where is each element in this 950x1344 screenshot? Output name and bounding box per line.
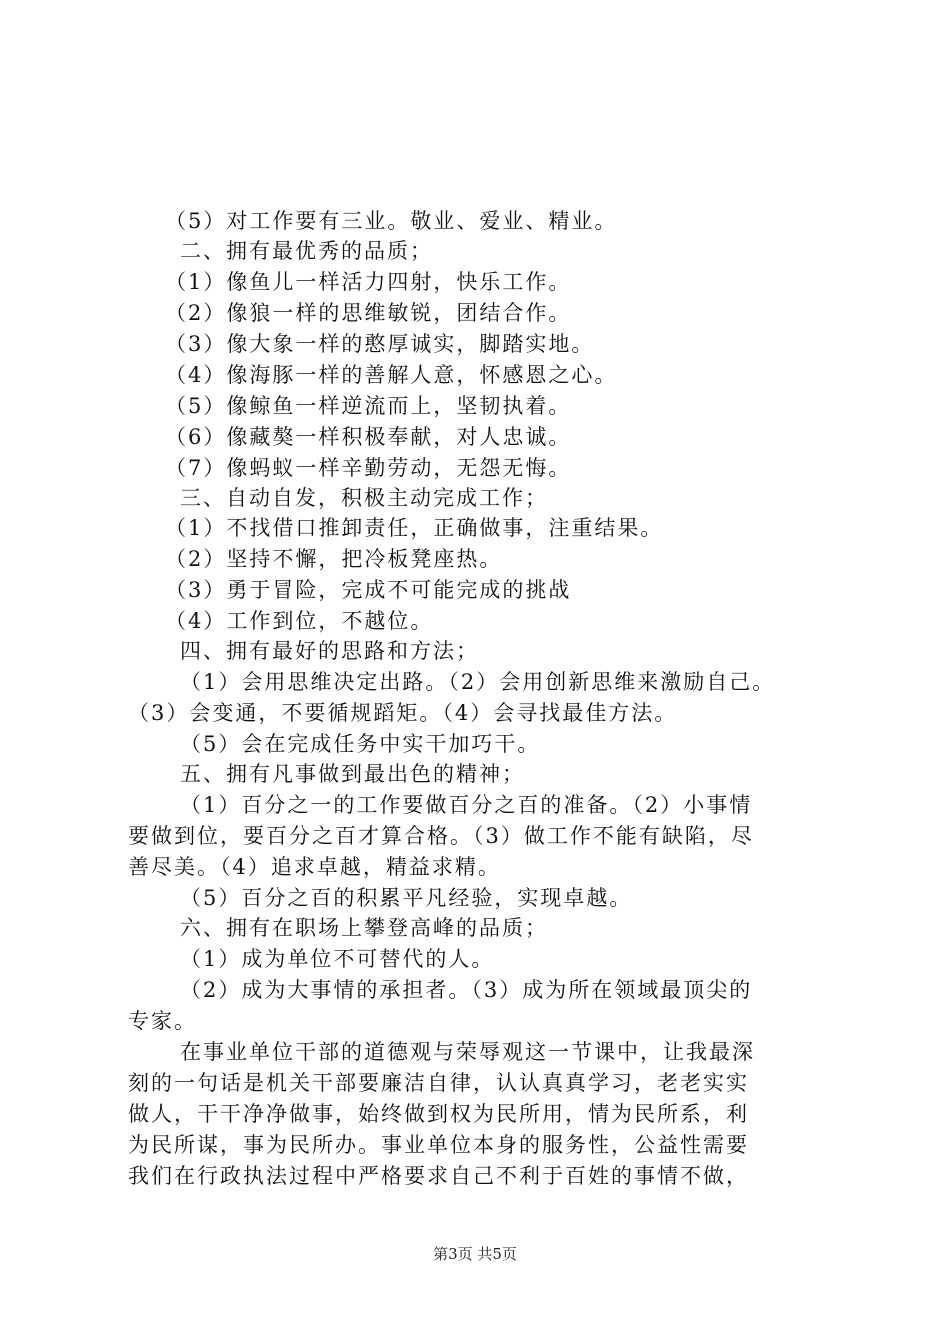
text-line: 善尽美。（4）追求卓越，精益求精。 bbox=[128, 855, 501, 879]
text-line: （1）不找借口推卸责任，正确做事，注重结果。 bbox=[165, 516, 664, 540]
text-line: （5）像鲸鱼一样逆流而上，坚韧执着。 bbox=[165, 394, 572, 418]
paragraph-line: 刻的一句话是机关干部要廉洁自律，认认真真学习，老老实实 bbox=[128, 1071, 749, 1095]
text-line: （5）对工作要有三业。敬业、爱业、精业。 bbox=[165, 209, 618, 233]
section-heading: 二、拥有最优秀的品质； bbox=[180, 239, 433, 263]
page-footer: 第3页 共5页 bbox=[433, 1245, 517, 1263]
section-heading: 六、拥有在职场上攀登高峰的品质； bbox=[180, 916, 548, 940]
text-line: （4）工作到位，不越位。 bbox=[165, 609, 434, 633]
text-line: （3）会变通，不要循规蹈矩。（4）会寻找最佳方法。 bbox=[128, 701, 678, 725]
text-line: （2）成为大事情的承担者。（3）成为所在领域最顶尖的 bbox=[180, 978, 753, 1002]
text-line: （7）像蚂蚁一样辛勤劳动，无怨无悔。 bbox=[165, 456, 572, 480]
text-line: （3）像大象一样的憨厚诚实，脚踏实地。 bbox=[165, 332, 595, 356]
section-heading: 四、拥有最好的思路和方法； bbox=[180, 639, 479, 663]
text-line: （1）百分之一的工作要做百分之百的准备。（2）小事情 bbox=[180, 793, 753, 817]
text-line: 专家。 bbox=[128, 1009, 197, 1033]
paragraph-line: 为民所谋，事为民所办。事业单位本身的服务性，公益性需要 bbox=[128, 1133, 749, 1157]
text-line: （2）像狼一样的思维敏锐，团结合作。 bbox=[165, 301, 572, 325]
text-line: （5）百分之百的积累平凡经验，实现卓越。 bbox=[180, 886, 633, 910]
text-line: 要做到位，要百分之百才算合格。（3）做工作不能有缺陷，尽 bbox=[128, 824, 754, 848]
text-line: （6）像藏獒一样积极奉献，对人忠诚。 bbox=[165, 425, 572, 449]
text-line: （3）勇于冒险，完成不可能完成的挑战 bbox=[165, 578, 572, 602]
text-line: （2）坚持不懈，把冷板凳座热。 bbox=[165, 547, 503, 571]
text-line: （1）像鱼儿一样活力四射，快乐工作。 bbox=[165, 270, 572, 294]
text-line: （1）成为单位不可替代的人。 bbox=[180, 947, 495, 971]
paragraph-line: 做人，干干净净做事，始终做到权为民所用，情为民所系，利 bbox=[128, 1102, 749, 1126]
text-line: （4）像海豚一样的善解人意，怀感恩之心。 bbox=[165, 363, 618, 387]
section-heading: 五、拥有凡事做到最出色的精神； bbox=[180, 762, 525, 786]
paragraph-line: 在事业单位干部的道德观与荣辱观这一节课中，让我最深 bbox=[180, 1040, 755, 1064]
text-line: （5）会在完成任务中实干加巧干。 bbox=[180, 732, 541, 756]
text-line: （1）会用思维决定出路。（2）会用创新思维来激励自己。 bbox=[180, 670, 776, 694]
section-heading: 三、自动自发，积极主动完成工作； bbox=[180, 486, 548, 510]
paragraph-line: 我们在行政执法过程中严格要求自己不利于百姓的事情不做， bbox=[128, 1164, 749, 1188]
